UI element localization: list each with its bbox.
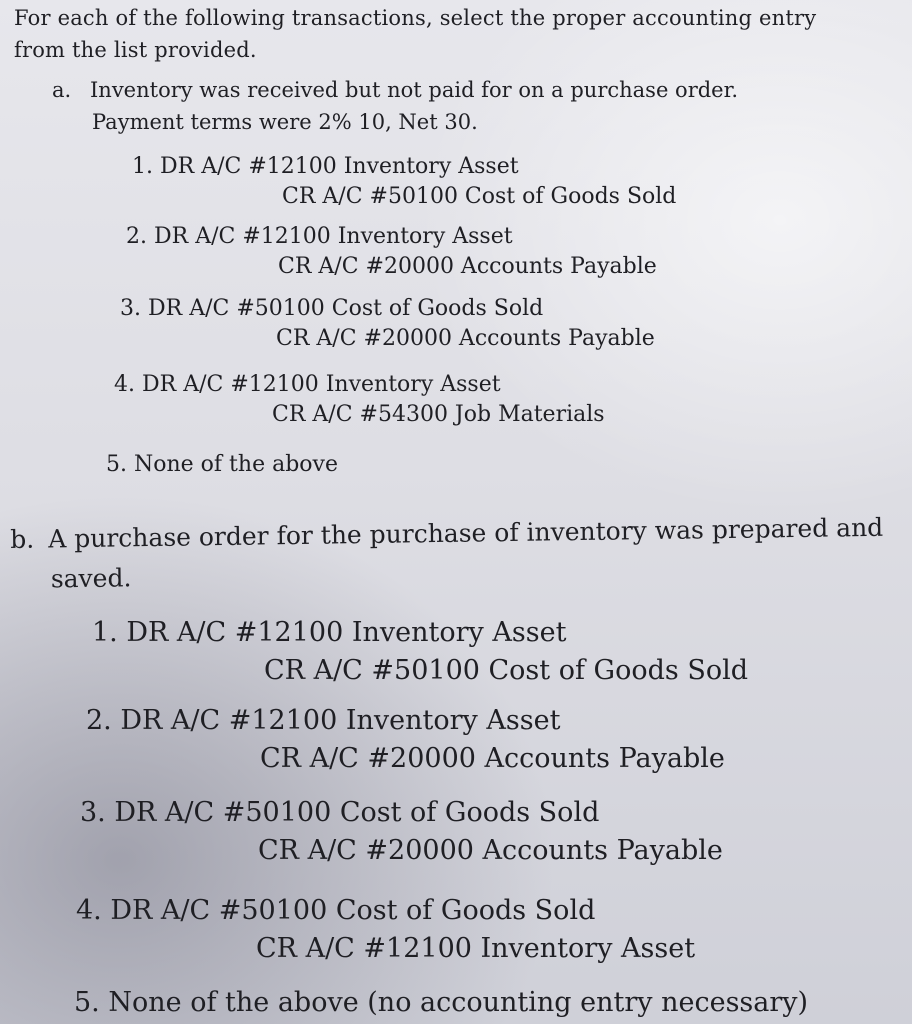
option-debit: DR A/C #12100 Inventory Asset: [120, 705, 561, 736]
instructions-line-1: For each of the following transactions, select the proper accounting entry: [14, 6, 817, 30]
option-number: 3.: [80, 797, 106, 828]
question-a-letter: a.: [52, 78, 72, 102]
question-a-option-5[interactable]: [106, 450, 338, 480]
question-a-option-2[interactable]: [126, 222, 657, 282]
option-number: 5.: [74, 987, 100, 1018]
option-debit: DR A/C #50100 Cost of Goods Sold: [148, 296, 544, 321]
option-number: 4.: [76, 895, 102, 926]
question-b-line-1: A purchase order for the purchase of inventory was prepared and: [48, 512, 884, 554]
question-b-option-4[interactable]: [76, 892, 695, 968]
question-a: [52, 74, 872, 138]
option-debit: DR A/C #12100 Inventory Asset: [142, 372, 501, 397]
question-a-option-3[interactable]: [120, 294, 655, 354]
question-a-line-2: Payment terms were 2% 10, Net 30.: [92, 110, 478, 134]
option-debit: DR A/C #50100 Cost of Goods Sold: [110, 895, 596, 926]
question-b-option-5[interactable]: [74, 984, 808, 1022]
option-credit: CR A/C #20000 Accounts Payable: [260, 743, 725, 774]
option-number: 2.: [126, 224, 147, 249]
instructions: [14, 2, 816, 66]
option-credit: CR A/C #20000 Accounts Payable: [278, 254, 657, 279]
option-debit: None of the above (no accounting entry necessary): [108, 987, 809, 1018]
option-credit: CR A/C #54300 Job Materials: [272, 402, 605, 427]
option-debit: DR A/C #12100 Inventory Asset: [160, 154, 519, 179]
option-number: 4.: [114, 372, 135, 397]
question-b-letter: b.: [10, 524, 35, 554]
question-b-option-3[interactable]: [80, 794, 723, 870]
instructions-line-2: from the list provided.: [14, 38, 257, 62]
option-number: 1.: [92, 617, 118, 648]
option-credit: CR A/C #20000 Accounts Payable: [276, 326, 655, 351]
question-b-option-1[interactable]: [92, 614, 748, 690]
option-number: 1.: [132, 154, 153, 179]
option-number: 5.: [106, 452, 127, 477]
option-debit: DR A/C #12100 Inventory Asset: [126, 617, 567, 648]
option-debit: DR A/C #50100 Cost of Goods Sold: [114, 797, 600, 828]
option-credit: CR A/C #50100 Cost of Goods Sold: [282, 184, 677, 209]
option-credit: CR A/C #12100 Inventory Asset: [256, 933, 696, 964]
option-credit: CR A/C #50100 Cost of Goods Sold: [264, 655, 749, 686]
question-b-option-2[interactable]: [86, 702, 725, 778]
question-b: [10, 507, 911, 600]
option-debit: None of the above: [134, 452, 338, 477]
question-a-line-1: Inventory was received but not paid for on a purchase order.: [90, 78, 739, 102]
question-a-option-4[interactable]: [114, 370, 605, 430]
option-credit: CR A/C #20000 Accounts Payable: [258, 835, 723, 866]
option-debit: DR A/C #12100 Inventory Asset: [154, 224, 513, 249]
question-a-option-1[interactable]: [132, 152, 676, 212]
option-number: 3.: [120, 296, 141, 321]
question-b-line-2: saved.: [50, 563, 132, 594]
option-number: 2.: [86, 705, 112, 736]
